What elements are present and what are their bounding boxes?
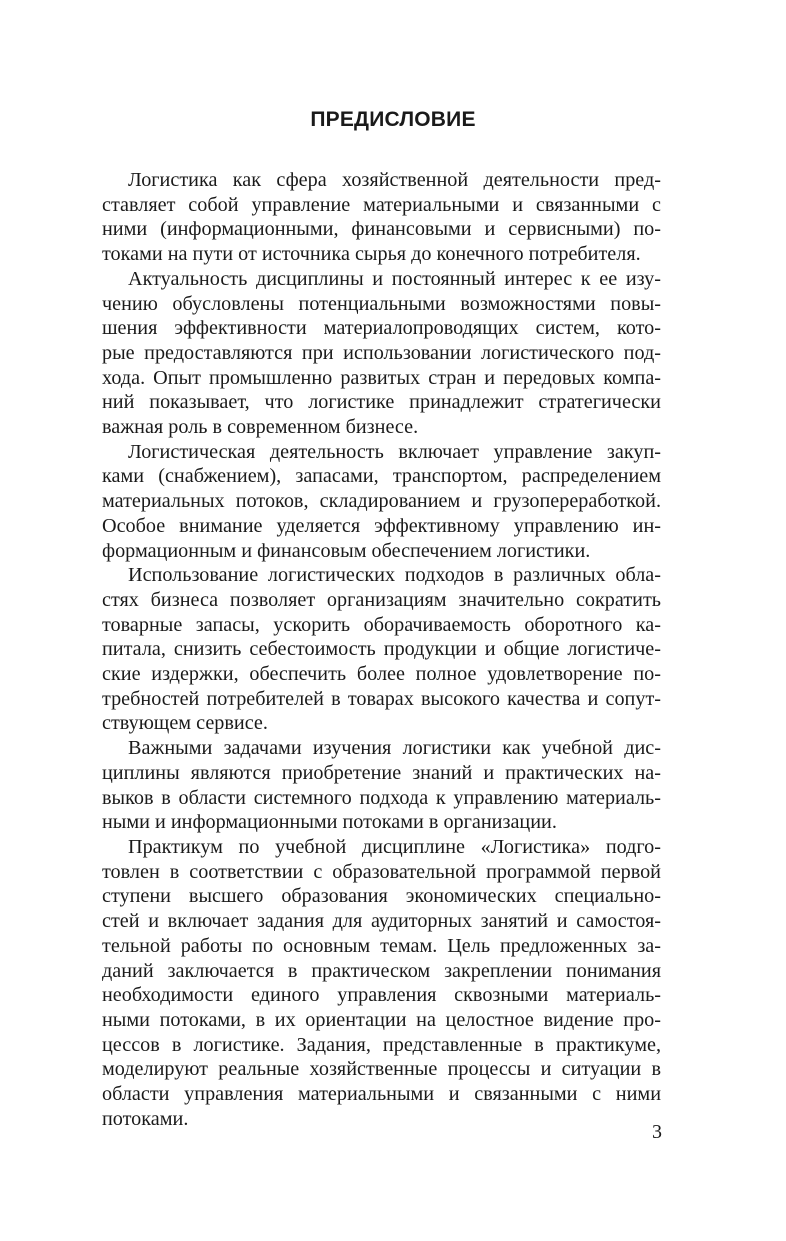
text-line: области управления материальными и связанными с ними — [102, 1083, 661, 1106]
text-line: ские издержки, обеспечить более полное удовлетворение по- — [102, 663, 661, 686]
text-line: ними (информационными, финансовыми и сервисными) по- — [102, 218, 661, 241]
text-line: требностей потребителей в товарах высокого качества и сопут- — [102, 687, 661, 710]
text-line: формационным и финансовым обеспечением логистики. — [102, 539, 591, 562]
text-line: выков в области системного подхода к управлению материаль- — [102, 786, 661, 809]
text-line: тельной работы по основным темам. Цель предложенных за- — [102, 934, 661, 957]
text-line: Важными задачами изучения логистики как учебной дис- — [128, 737, 661, 760]
text-line: товарные запасы, ускорить оборачиваемость оборотного ка- — [102, 613, 661, 636]
text-line: стей и включает задания для аудиторных занятий и самостоя- — [102, 910, 661, 933]
text-line: Актуальность дисциплины и постоянный интерес к ее изу- — [128, 267, 661, 290]
text-line: питала, снизить себестоимость продукции и общие логистиче- — [102, 638, 661, 661]
text-line: материальных потоков, складированием и грузопереработкой. — [102, 490, 661, 513]
paragraph — [102, 563, 661, 736]
text-line: ными и информационными потоками в организации. — [102, 811, 557, 834]
page-title: ПРЕДИСЛОВИЕ — [310, 108, 476, 131]
text-line: Практикум по учебной дисциплине «Логистика» подго- — [128, 835, 661, 858]
text-line: циплины являются приобретение знаний и практических на- — [102, 761, 661, 784]
text-line: ками (снабжением), запасами, транспортом, распределением — [102, 465, 661, 488]
text-line: ными потоками, в их ориентации на целостное видение про- — [102, 1008, 661, 1031]
paragraph — [102, 736, 661, 835]
text-line: хода. Опыт промышленно развитых стран и передовых компа- — [102, 366, 661, 389]
text-line: чению обусловлены потенциальными возможностями повы- — [102, 292, 661, 315]
text-line: моделируют реальные хозяйственные процессы и ситуации в — [102, 1058, 661, 1081]
paragraph — [102, 168, 661, 267]
text-line: ствующем сервисе. — [102, 712, 268, 735]
text-line: шения эффективности материалопроводящих систем, кото- — [102, 317, 661, 340]
text-line: токами на пути от источника сырья до конечного потребителя. — [102, 243, 641, 266]
text-line: цессов в логистике. Задания, представленные в практикуме, — [102, 1033, 661, 1056]
paragraph — [102, 267, 661, 440]
paragraph — [102, 835, 661, 1131]
text-line: важная роль в современном бизнесе. — [102, 416, 419, 439]
page-number: 3 — [652, 1121, 662, 1143]
text-line: товлен в соответствии с образовательной программой первой — [102, 860, 661, 883]
text-line: ступени высшего образования экономических специально- — [102, 885, 661, 908]
text-line: потоками. — [102, 1107, 189, 1130]
text-line: Логистическая деятельность включает управление закуп- — [128, 440, 661, 463]
text-line: Особое внимание уделяется эффективному управлению ин- — [102, 514, 661, 537]
text-line: ний показывает, что логистике принадлежит стратегически — [102, 391, 661, 414]
text-line: Использование логистических подходов в различных обла- — [128, 564, 661, 587]
text-line: необходимости единого управления сквозными материаль- — [102, 984, 661, 1007]
text-line: рые предоставляются при использовании логистического под- — [102, 341, 661, 364]
paragraph — [102, 440, 661, 564]
text-line: Логистика как сфера хозяйственной деятельности пред- — [128, 169, 661, 191]
text-line: ставляет собой управление материальными и связанными с — [102, 193, 661, 216]
preface-body — [102, 168, 661, 1131]
text-line: даний заключается в практическом закреплении понимания — [102, 959, 661, 982]
text-line: стях бизнеса позволяет организациям значительно сократить — [102, 588, 661, 611]
